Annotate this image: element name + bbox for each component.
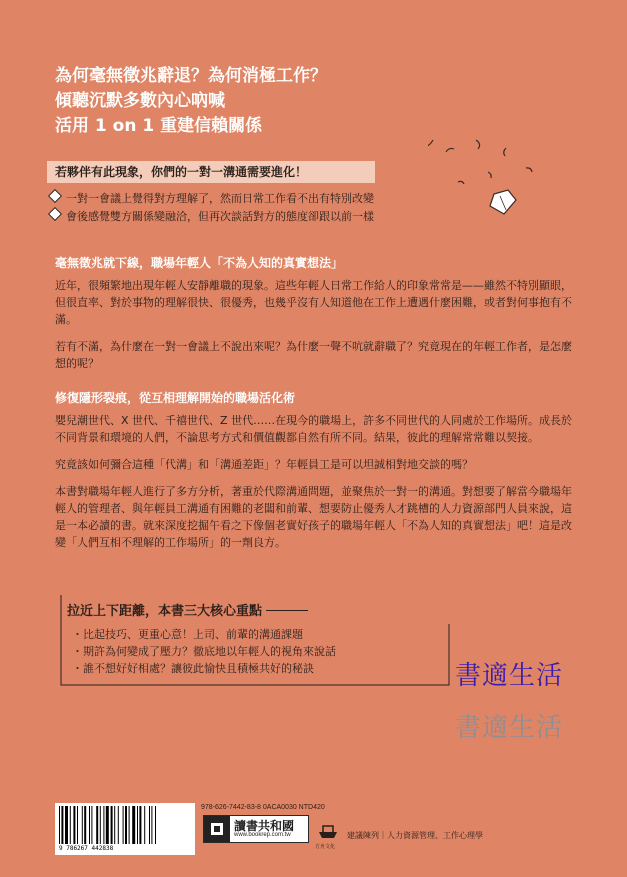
publisher-mark-icon xyxy=(204,816,230,842)
section2-paragraph-3: 本書對職場年輕人進行了多方分析，著重於代際溝通問題，並聚焦於一對一的溝通。對想要了解當今職場年輕人的管理者、與年輕員工溝通有困難的老闆和前輩、想要防止優秀人才跳槽的人力資源部門人員來說，這是一本必讀的書。就來深度挖掘午看之下像個老實好孩子的職場年輕人「不為人知的真實想法」吧！這是改變「人們互相不理解的工作場所」的一劑良方。 xyxy=(55,485,572,549)
diamond-bullet-icon xyxy=(48,207,62,221)
key-points-title-row xyxy=(67,600,308,619)
key-point-item-1: ・比起技巧、更重心意！上司、前輩的溝通課題 xyxy=(72,628,303,641)
headline-line-1: 為何毫無徵兆辭退？為何消極工作？ xyxy=(55,66,327,86)
watermark-gray: 書適生活 xyxy=(455,713,564,743)
watermark-blue: 書適生活 xyxy=(455,661,564,691)
callout-bullet-2-text: 會後感覺雙方關係變融洽，但再次談話對方的態度卻跟以前一樣 xyxy=(66,210,374,223)
section1-paragraph-2: 若有不滿，為什麼在一對一會議上不說出來呢？為什麼一聲不吭就辭職了？究竟現在的年輕工作者，是怎麼想的呢？ xyxy=(55,340,572,370)
falling-leaves-illustration xyxy=(428,138,548,248)
section1-heading: 毫無徵兆就下線，職場年輕人「不為人知的真實想法」 xyxy=(55,256,344,270)
callout-bullet-1-text: 一對一會議上覺得對方理解了，然而日常工作看不出有特別改變 xyxy=(66,192,374,205)
callout-bullet-2 xyxy=(50,209,374,225)
key-point-item-2: ・期許為何變成了壓力？徹底地以年輕人的視角來說話 xyxy=(72,645,336,658)
shelving-category: 建議陳列｜人力資源管理、工作心理學 xyxy=(347,831,483,840)
publisher-logo-text: 讀書共和國 xyxy=(234,819,295,833)
key-point-item-3: ・誰不想好好相處？讓彼此愉快且積極共好的秘訣 xyxy=(72,662,314,675)
title-rule xyxy=(266,610,308,611)
key-points-title: 拉近上下距離，本書三大核心重點 xyxy=(67,604,263,619)
diamond-bullet-icon xyxy=(48,189,62,203)
section2-paragraph-1: 嬰兒潮世代、X 世代、千禧世代、Z 世代……在現今的職場上，許多不同世代的人同處於工作場所。成長於不同背景和環境的人們，不論思考方式和價值觀都自然有所不同。結果，彼此的理解常常難以契接。 xyxy=(55,414,573,444)
isbn-price-line: 978-626-7442-83-8 0ACA0030 NTD420 xyxy=(201,804,325,811)
section1-body xyxy=(55,277,573,372)
barcode-icon xyxy=(59,806,191,844)
barcode-digits: 9 786267 442838 xyxy=(59,845,114,852)
callout-bullet-1 xyxy=(50,191,374,207)
publisher-url: www.bookrep.com.tw xyxy=(234,832,291,838)
headline-line-3: 活用 1 on 1 重建信賴關係 xyxy=(55,116,263,136)
section2-heading: 修復隱形裂痕，從互相理解開始的職場活化術 xyxy=(55,391,296,405)
headline-line-2: 傾聽沉默多數內心吶喊 xyxy=(55,91,225,111)
headline-block xyxy=(55,64,435,139)
section1-paragraph-1: 近年，很頻繁地出現年輕人安靜離職的現象。這些年輕人日常工作給人的印象常常是——雖然不特別顯眼，但很直率、對於事物的理解很快、很優秀，也幾乎沒有人知道他在工作上遭遇什麼困難，或者對何事抱有不滿。 xyxy=(55,279,572,326)
section2-body xyxy=(55,412,573,551)
imprint-name: 方舟文化 xyxy=(315,844,336,850)
callout-title: 若夥伴有此現象，你們的一對一溝通需要進化！ xyxy=(55,165,308,179)
ark-imprint-icon xyxy=(317,820,339,842)
section2-paragraph-2: 究竟該如何彌合這種「代溝」和「溝通差距」？年輕員工是可以坦誠相對地交談的嗎？ xyxy=(55,458,473,471)
